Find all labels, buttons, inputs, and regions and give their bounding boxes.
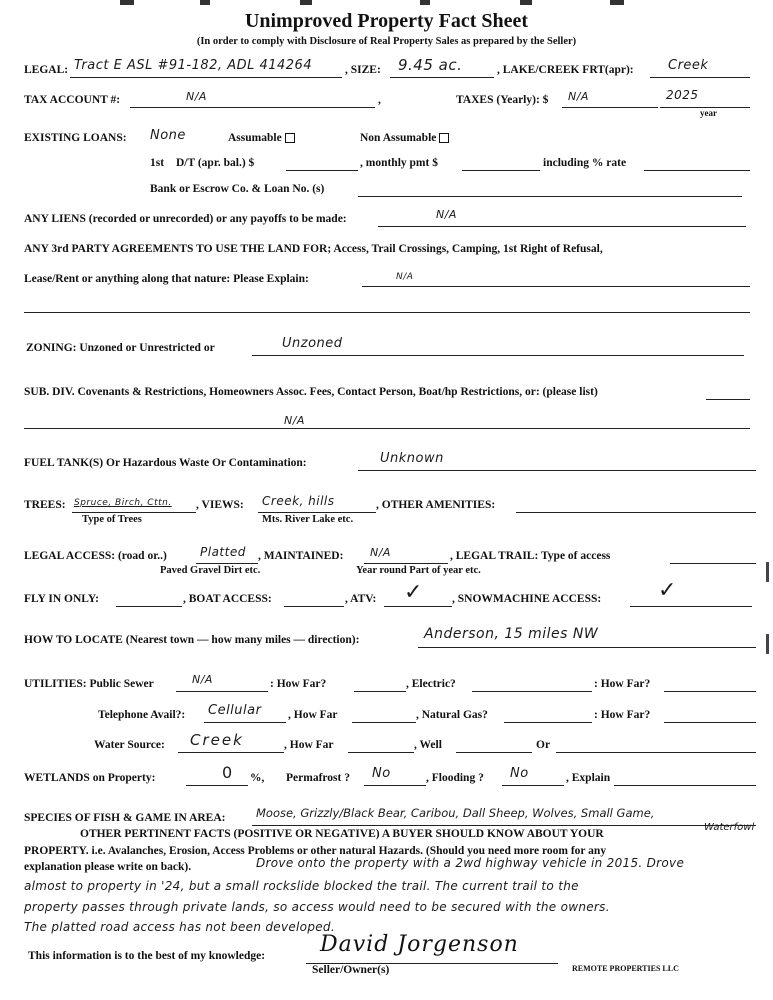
views-line — [258, 512, 376, 513]
maintained-label: , MAINTAINED: — [258, 550, 344, 562]
size-line — [390, 77, 494, 78]
flooding-label: , Flooding ? — [426, 772, 484, 784]
trees-label: TREES: — [24, 499, 66, 511]
fly-label: FLY IN ONLY: — [24, 593, 99, 605]
trees-line — [72, 512, 196, 513]
trees-value[interactable]: Spruce, Birch, Cttn. — [74, 498, 172, 508]
maintained-caption: Year round Part of year etc. — [356, 565, 481, 576]
agreements-line — [362, 286, 750, 287]
or-line[interactable] — [556, 752, 756, 753]
amenities-label: , OTHER AMENITIES: — [376, 499, 496, 511]
agreements-value[interactable]: N/A — [396, 272, 414, 282]
page-subtitle: (In order to comply with Disclosure of Real Property Sales as prepared by the Seller) — [196, 36, 577, 47]
zoning-line — [252, 355, 744, 356]
assumable-checkbox[interactable] — [285, 133, 295, 143]
fuel-value[interactable]: Unknown — [380, 451, 444, 466]
locate-value[interactable]: Anderson, 15 miles NW — [424, 626, 599, 642]
frontage-value[interactable]: Creek — [668, 58, 709, 73]
subdiv-label: SUB. DIV. Covenants & Restrictions, Homeowners Assoc. Fees, Contact Person, Boat/hp Restrictions, or: (please list) — [24, 386, 598, 398]
tax-account-value[interactable]: N/A — [186, 90, 207, 103]
water-howfar-line[interactable] — [348, 752, 414, 753]
flooding-value[interactable]: No — [510, 766, 529, 781]
dt-line[interactable] — [286, 170, 358, 171]
tax-account-line — [130, 107, 375, 108]
water-value[interactable]: Creek — [190, 731, 244, 749]
bank-label: Bank or Escrow Co. & Loan No. (s) — [150, 183, 325, 195]
electric-line[interactable] — [472, 691, 592, 692]
snow-line — [630, 606, 752, 607]
wetlands-value[interactable]: 0 — [222, 763, 233, 782]
permafrost-value[interactable]: No — [372, 766, 391, 781]
signature-caption: Seller/Owner(s) — [312, 964, 390, 976]
sewer-howfar-label: : How Far? — [270, 678, 327, 690]
snow-label: , SNOWMACHINE ACCESS: — [452, 593, 602, 605]
pertinent-label: OTHER PERTINENT FACTS (POSITIVE OR NEGATIVE) A BUYER SHOULD KNOW ABOUT YOUR — [80, 828, 604, 840]
electric-label: , Electric? — [406, 678, 456, 690]
maintained-line — [364, 563, 448, 564]
water-line — [178, 752, 284, 753]
flooding-line — [502, 785, 564, 786]
access-label: LEGAL ACCESS: (road or..) — [24, 550, 167, 562]
atv-line — [384, 606, 452, 607]
snow-check-icon[interactable]: ✓ — [658, 578, 677, 603]
non-assumable-checkbox[interactable] — [439, 133, 449, 143]
taxes-label: TAXES (Yearly): $ — [456, 94, 549, 106]
monthly-line[interactable] — [462, 170, 540, 171]
page-title: Unimproved Property Fact Sheet — [244, 10, 529, 32]
fuel-label: FUEL TANK(S) Or Hazardous Waste Or Contamination: — [24, 457, 307, 469]
agreements-line-2[interactable] — [24, 312, 750, 313]
permafrost-label: Permafrost ? — [286, 772, 350, 784]
frontage-line — [650, 77, 750, 78]
gas-line[interactable] — [504, 722, 592, 723]
frontage-label: , LAKE/CREEK FRT(apr): — [497, 64, 634, 76]
sewer-line — [176, 691, 268, 692]
liens-line — [378, 226, 746, 227]
electric-howfar-label: : How Far? — [594, 678, 651, 690]
fly-line[interactable] — [116, 606, 182, 607]
size-value[interactable]: 9.45 ac. — [398, 56, 463, 74]
legal-value[interactable]: Tract E ASL #91-182, ADL 414264 — [74, 58, 313, 73]
species-line — [252, 825, 756, 826]
loans-value[interactable]: None — [150, 128, 186, 143]
amenities-line[interactable] — [516, 512, 756, 513]
scan-edge-mark — [766, 562, 769, 582]
legal-label: LEGAL: — [24, 64, 69, 76]
pertinent-label-2: PROPERTY. i.e. Avalanches, Erosion, Access Problems or other natural Hazards. (Should you need more room for any — [24, 845, 607, 857]
taxes-line — [562, 107, 658, 108]
signature[interactable]: David Jorgenson — [320, 932, 519, 957]
scan-marks — [0, 0, 773, 6]
utilities-label: UTILITIES: Public Sewer — [24, 678, 154, 690]
phone-value[interactable]: Cellular — [208, 703, 262, 718]
wetlands-line — [186, 785, 248, 786]
wetlands-pct: %, — [250, 772, 265, 784]
water-label: Water Source: — [94, 739, 165, 751]
phone-line — [204, 722, 286, 723]
knowledge-label: This information is to the best of my knowledge: — [28, 950, 266, 962]
views-value[interactable]: Creek, hills — [262, 494, 335, 508]
assumable-option[interactable]: Assumable — [228, 132, 295, 144]
views-label: , VIEWS: — [196, 499, 244, 511]
explain-line[interactable] — [614, 785, 756, 786]
non-assumable-option[interactable]: Non Assumable — [360, 132, 449, 144]
phone-howfar-line[interactable] — [352, 722, 416, 723]
or-label: Or — [536, 739, 551, 751]
pertinent-hand-2[interactable]: almost to property in '24, but a small rockslide blocked the trail. The current trail to the — [24, 879, 579, 893]
bank-line[interactable] — [358, 196, 742, 197]
subdiv-line — [706, 399, 750, 400]
rate-label: including % rate — [543, 157, 627, 169]
pertinent-hand-4[interactable]: The platted road access has not been developed. — [24, 920, 335, 934]
tax-account-label: TAX ACCOUNT #: — [24, 94, 121, 106]
fuel-line — [358, 470, 756, 471]
electric-howfar-line[interactable] — [664, 691, 756, 692]
species-value[interactable]: Moose, Grizzly/Black Bear, Caribou, Dall Sheep, Wolves, Small Game, — [256, 806, 655, 820]
species-value-2[interactable]: Waterfowl — [704, 822, 755, 833]
boat-line[interactable] — [284, 606, 344, 607]
taxes-value[interactable]: N/A — [568, 90, 589, 103]
year-value[interactable]: 2025 — [666, 88, 699, 102]
dt-prefix: 1st — [150, 157, 165, 169]
zoning-label: ZONING: Unzoned or Unrestricted or — [26, 342, 215, 354]
views-caption: Mts. River Lake etc. — [262, 514, 354, 525]
liens-label: ANY LIENS (recorded or unrecorded) or any payoffs to be made: — [24, 213, 347, 225]
well-label: , Well — [414, 739, 442, 751]
wetlands-label: WETLANDS on Property: — [24, 772, 156, 784]
access-caption: Paved Gravel Dirt etc. — [160, 565, 261, 576]
pertinent-label-3: explanation please write on back). — [24, 861, 192, 873]
legal-trail-line[interactable] — [670, 563, 756, 564]
atv-check-icon[interactable]: ✓ — [404, 580, 423, 605]
phone-howfar-label: , How Far — [288, 709, 338, 721]
liens-value[interactable]: N/A — [436, 208, 457, 221]
agreements-label-2: Lease/Rent or anything along that nature: Please Explain: — [24, 273, 309, 285]
gas-howfar-line[interactable] — [664, 722, 756, 723]
scan-edge-mark — [766, 634, 769, 654]
loans-label: EXISTING LOANS: — [24, 132, 127, 144]
phone-label: Telephone Avail?: — [98, 709, 186, 721]
well-line[interactable] — [456, 752, 532, 753]
rate-line[interactable] — [644, 170, 750, 171]
species-label: SPECIES OF FISH & GAME IN AREA: — [24, 812, 226, 824]
trees-caption: Type of Trees — [82, 514, 142, 525]
sewer-value[interactable]: N/A — [192, 673, 213, 686]
company-name: REMOTE PROPERTIES LLC — [572, 964, 679, 973]
zoning-value[interactable]: Unzoned — [282, 336, 343, 351]
agreements-label: ANY 3rd PARTY AGREEMENTS TO USE THE LAND FOR; Access, Trail Crossings, Camping, 1st Right of Refusal, — [24, 243, 603, 255]
monthly-label: , monthly pmt $ — [360, 157, 438, 169]
access-line — [196, 563, 258, 564]
dt-label: D/T (apr. bal.) $ — [176, 157, 255, 169]
permafrost-line — [364, 785, 426, 786]
year-caption: year — [700, 108, 717, 118]
pertinent-hand-1[interactable]: Drove onto the property with a 2wd highway vehicle in 2015. Drove — [256, 856, 685, 870]
gas-label: , Natural Gas? — [416, 709, 488, 721]
access-value[interactable]: Platted — [200, 545, 246, 559]
atv-label: , ATV: — [345, 593, 377, 605]
subdiv-line-2 — [24, 428, 750, 429]
sewer-howfar-line[interactable] — [354, 691, 406, 692]
maintained-value[interactable]: N/A — [370, 546, 391, 559]
boat-label: , BOAT ACCESS: — [183, 593, 272, 605]
locate-label: HOW TO LOCATE (Nearest town — how many miles — direction): — [24, 634, 360, 646]
legal-trail-label: , LEGAL TRAIL: Type of access — [450, 550, 611, 562]
subdiv-value[interactable]: N/A — [284, 414, 305, 427]
gas-howfar-label: : How Far? — [594, 709, 651, 721]
water-howfar-label: , How Far — [284, 739, 334, 751]
locate-line — [418, 647, 756, 648]
explain-label: , Explain — [566, 772, 611, 784]
size-label: , SIZE: — [345, 64, 381, 76]
legal-line — [70, 77, 342, 78]
pertinent-hand-3[interactable]: property passes through private lands, so access would need to be secured with the owners. — [24, 900, 610, 914]
